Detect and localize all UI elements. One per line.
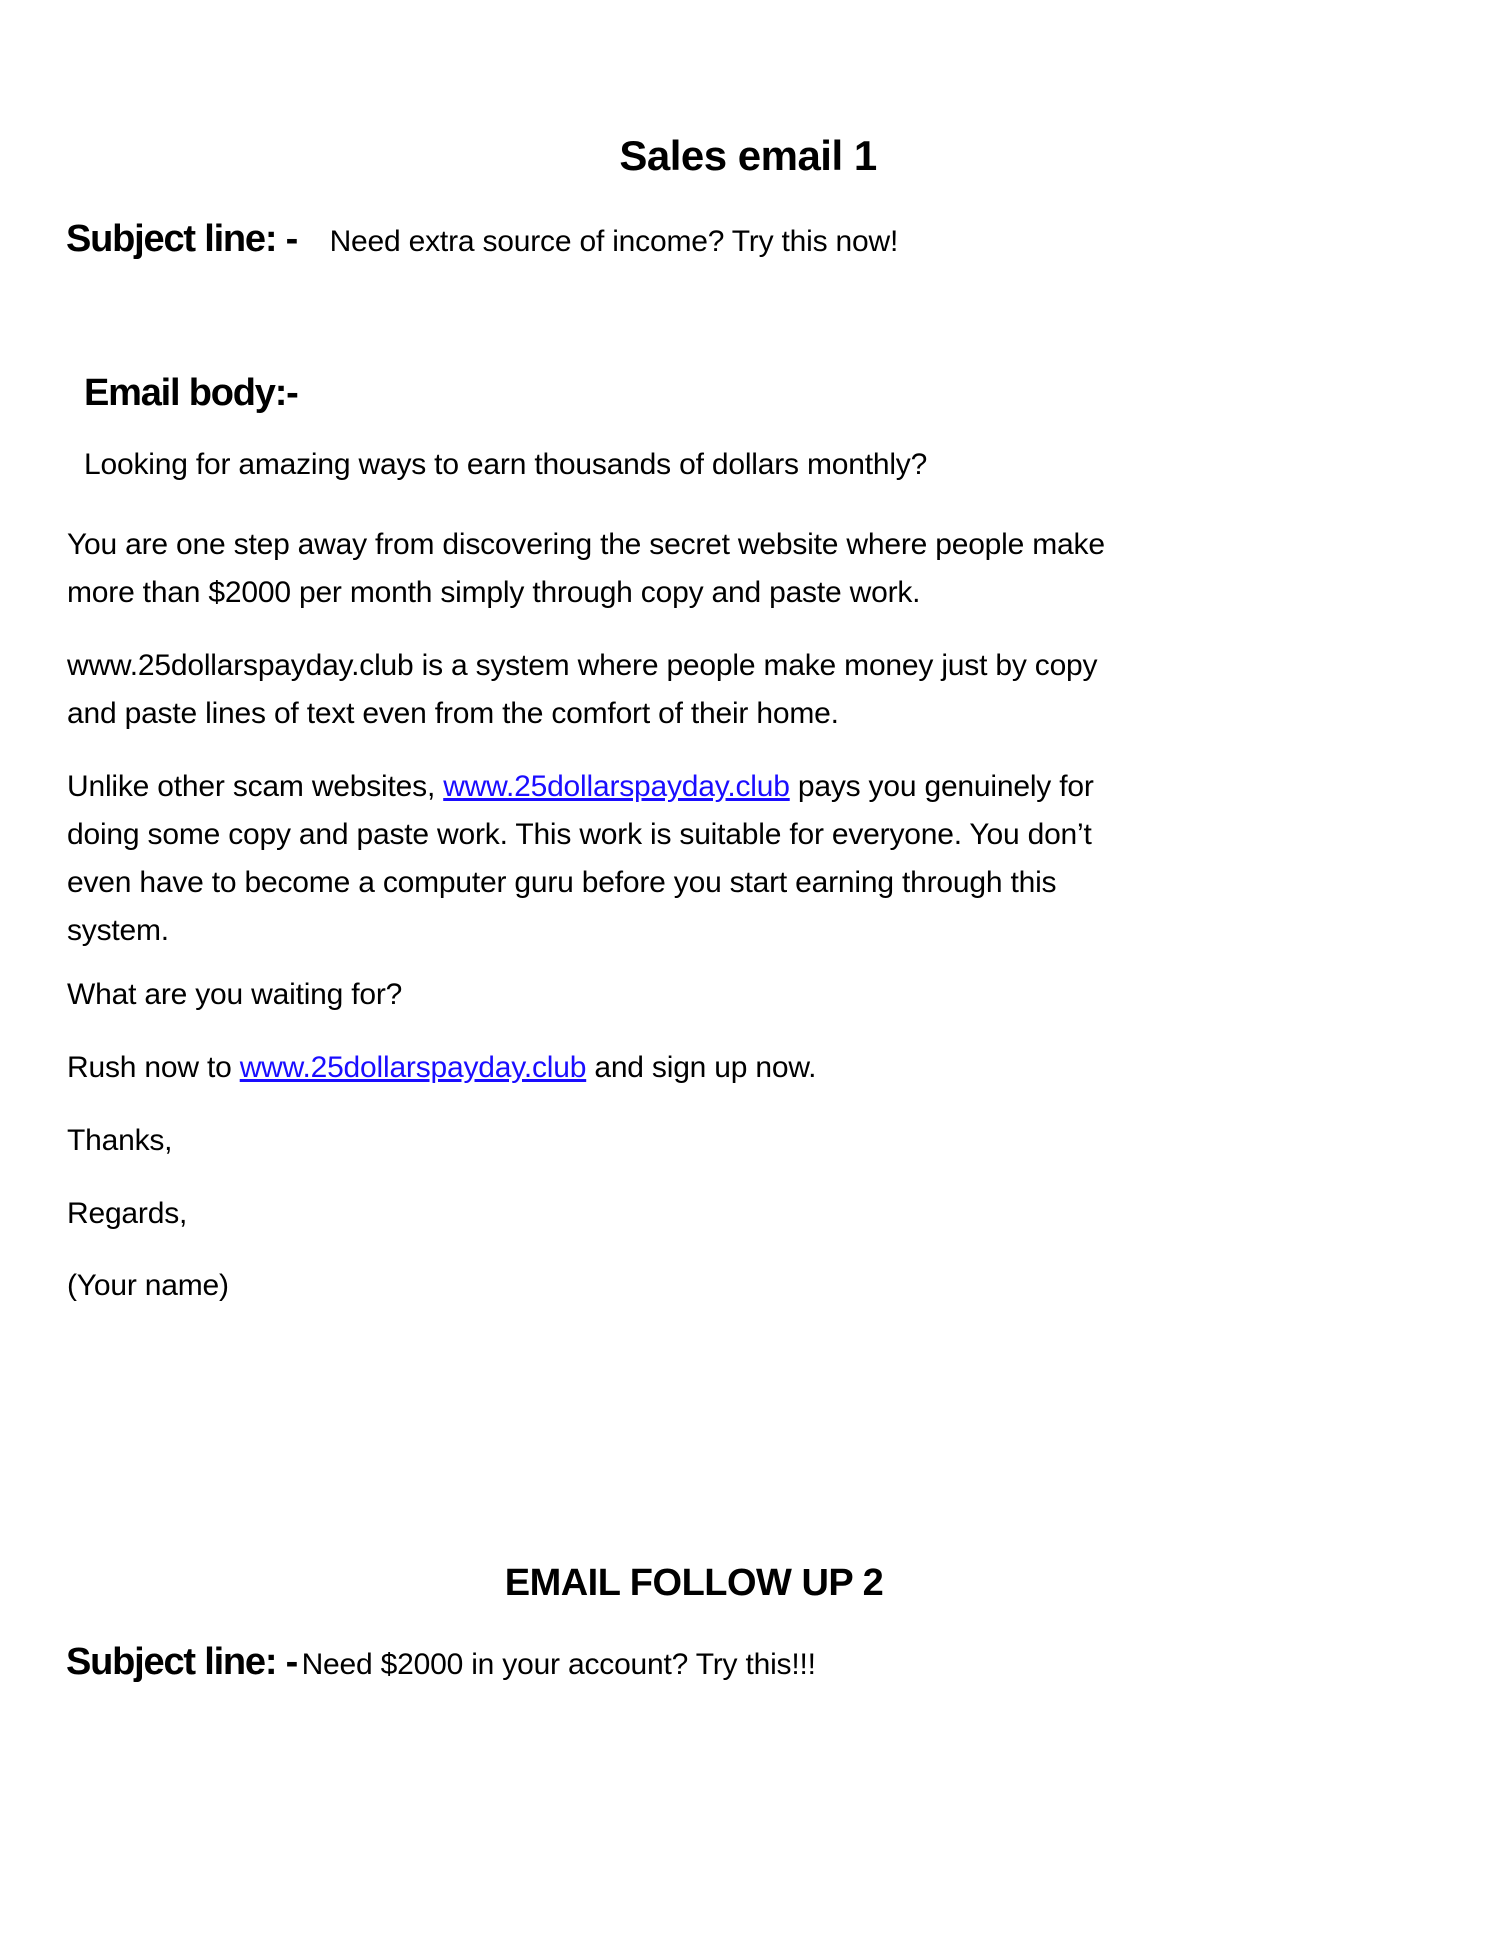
subject-label: Subject line: - bbox=[66, 1641, 298, 1683]
email1-subject-line bbox=[66, 218, 898, 261]
paragraph-1 bbox=[67, 521, 1105, 617]
your-name-line: (Your name) bbox=[67, 1269, 229, 1302]
email2-subject-line bbox=[66, 1641, 816, 1684]
text-line: www.25dollarspayday.club is a system where people make money just by copy bbox=[67, 649, 1098, 682]
question-line: What are you waiting for? bbox=[67, 978, 403, 1011]
text-line: and paste lines of text even from the comfort of their home. bbox=[67, 697, 839, 730]
paragraph-3 bbox=[67, 763, 1094, 955]
opening-line: Looking for amazing ways to earn thousands of dollars monthly? bbox=[84, 448, 928, 481]
text-line: even have to become a computer guru before you start earning through this bbox=[67, 866, 1057, 899]
regards-line: Regards, bbox=[67, 1197, 188, 1230]
subject-label: Subject line: - bbox=[66, 218, 298, 260]
text-line bbox=[67, 763, 1094, 811]
text: and sign up now. bbox=[586, 1051, 817, 1084]
email2-title: EMAIL FOLLOW UP 2 bbox=[504, 1562, 884, 1604]
website-link[interactable]: www.25dollarspayday.club bbox=[239, 1051, 587, 1084]
text-line: more than $2000 per month simply through copy and paste work. bbox=[67, 576, 921, 609]
email1-title: Sales email 1 bbox=[619, 132, 877, 179]
cta-line bbox=[67, 1051, 816, 1085]
text-line: system. bbox=[67, 914, 169, 947]
paragraph-2 bbox=[67, 642, 1097, 738]
email-body-label: Email body:- bbox=[84, 372, 298, 414]
website-link[interactable]: www.25dollarspayday.club bbox=[443, 770, 790, 803]
subject-text: Need extra source of income? Try this now! bbox=[329, 225, 899, 258]
text: Rush now to bbox=[67, 1051, 240, 1084]
text: Unlike other scam websites, bbox=[67, 770, 444, 803]
text: pays you genuinely for bbox=[789, 770, 1094, 803]
subject-text: Need $2000 in your account? Try this!!! bbox=[301, 1648, 816, 1681]
text-line: You are one step away from discovering the secret website where people make bbox=[67, 528, 1105, 561]
thanks-line: Thanks, bbox=[67, 1124, 173, 1157]
text-line: doing some copy and paste work. This work is suitable for everyone. You don’t bbox=[67, 818, 1092, 851]
